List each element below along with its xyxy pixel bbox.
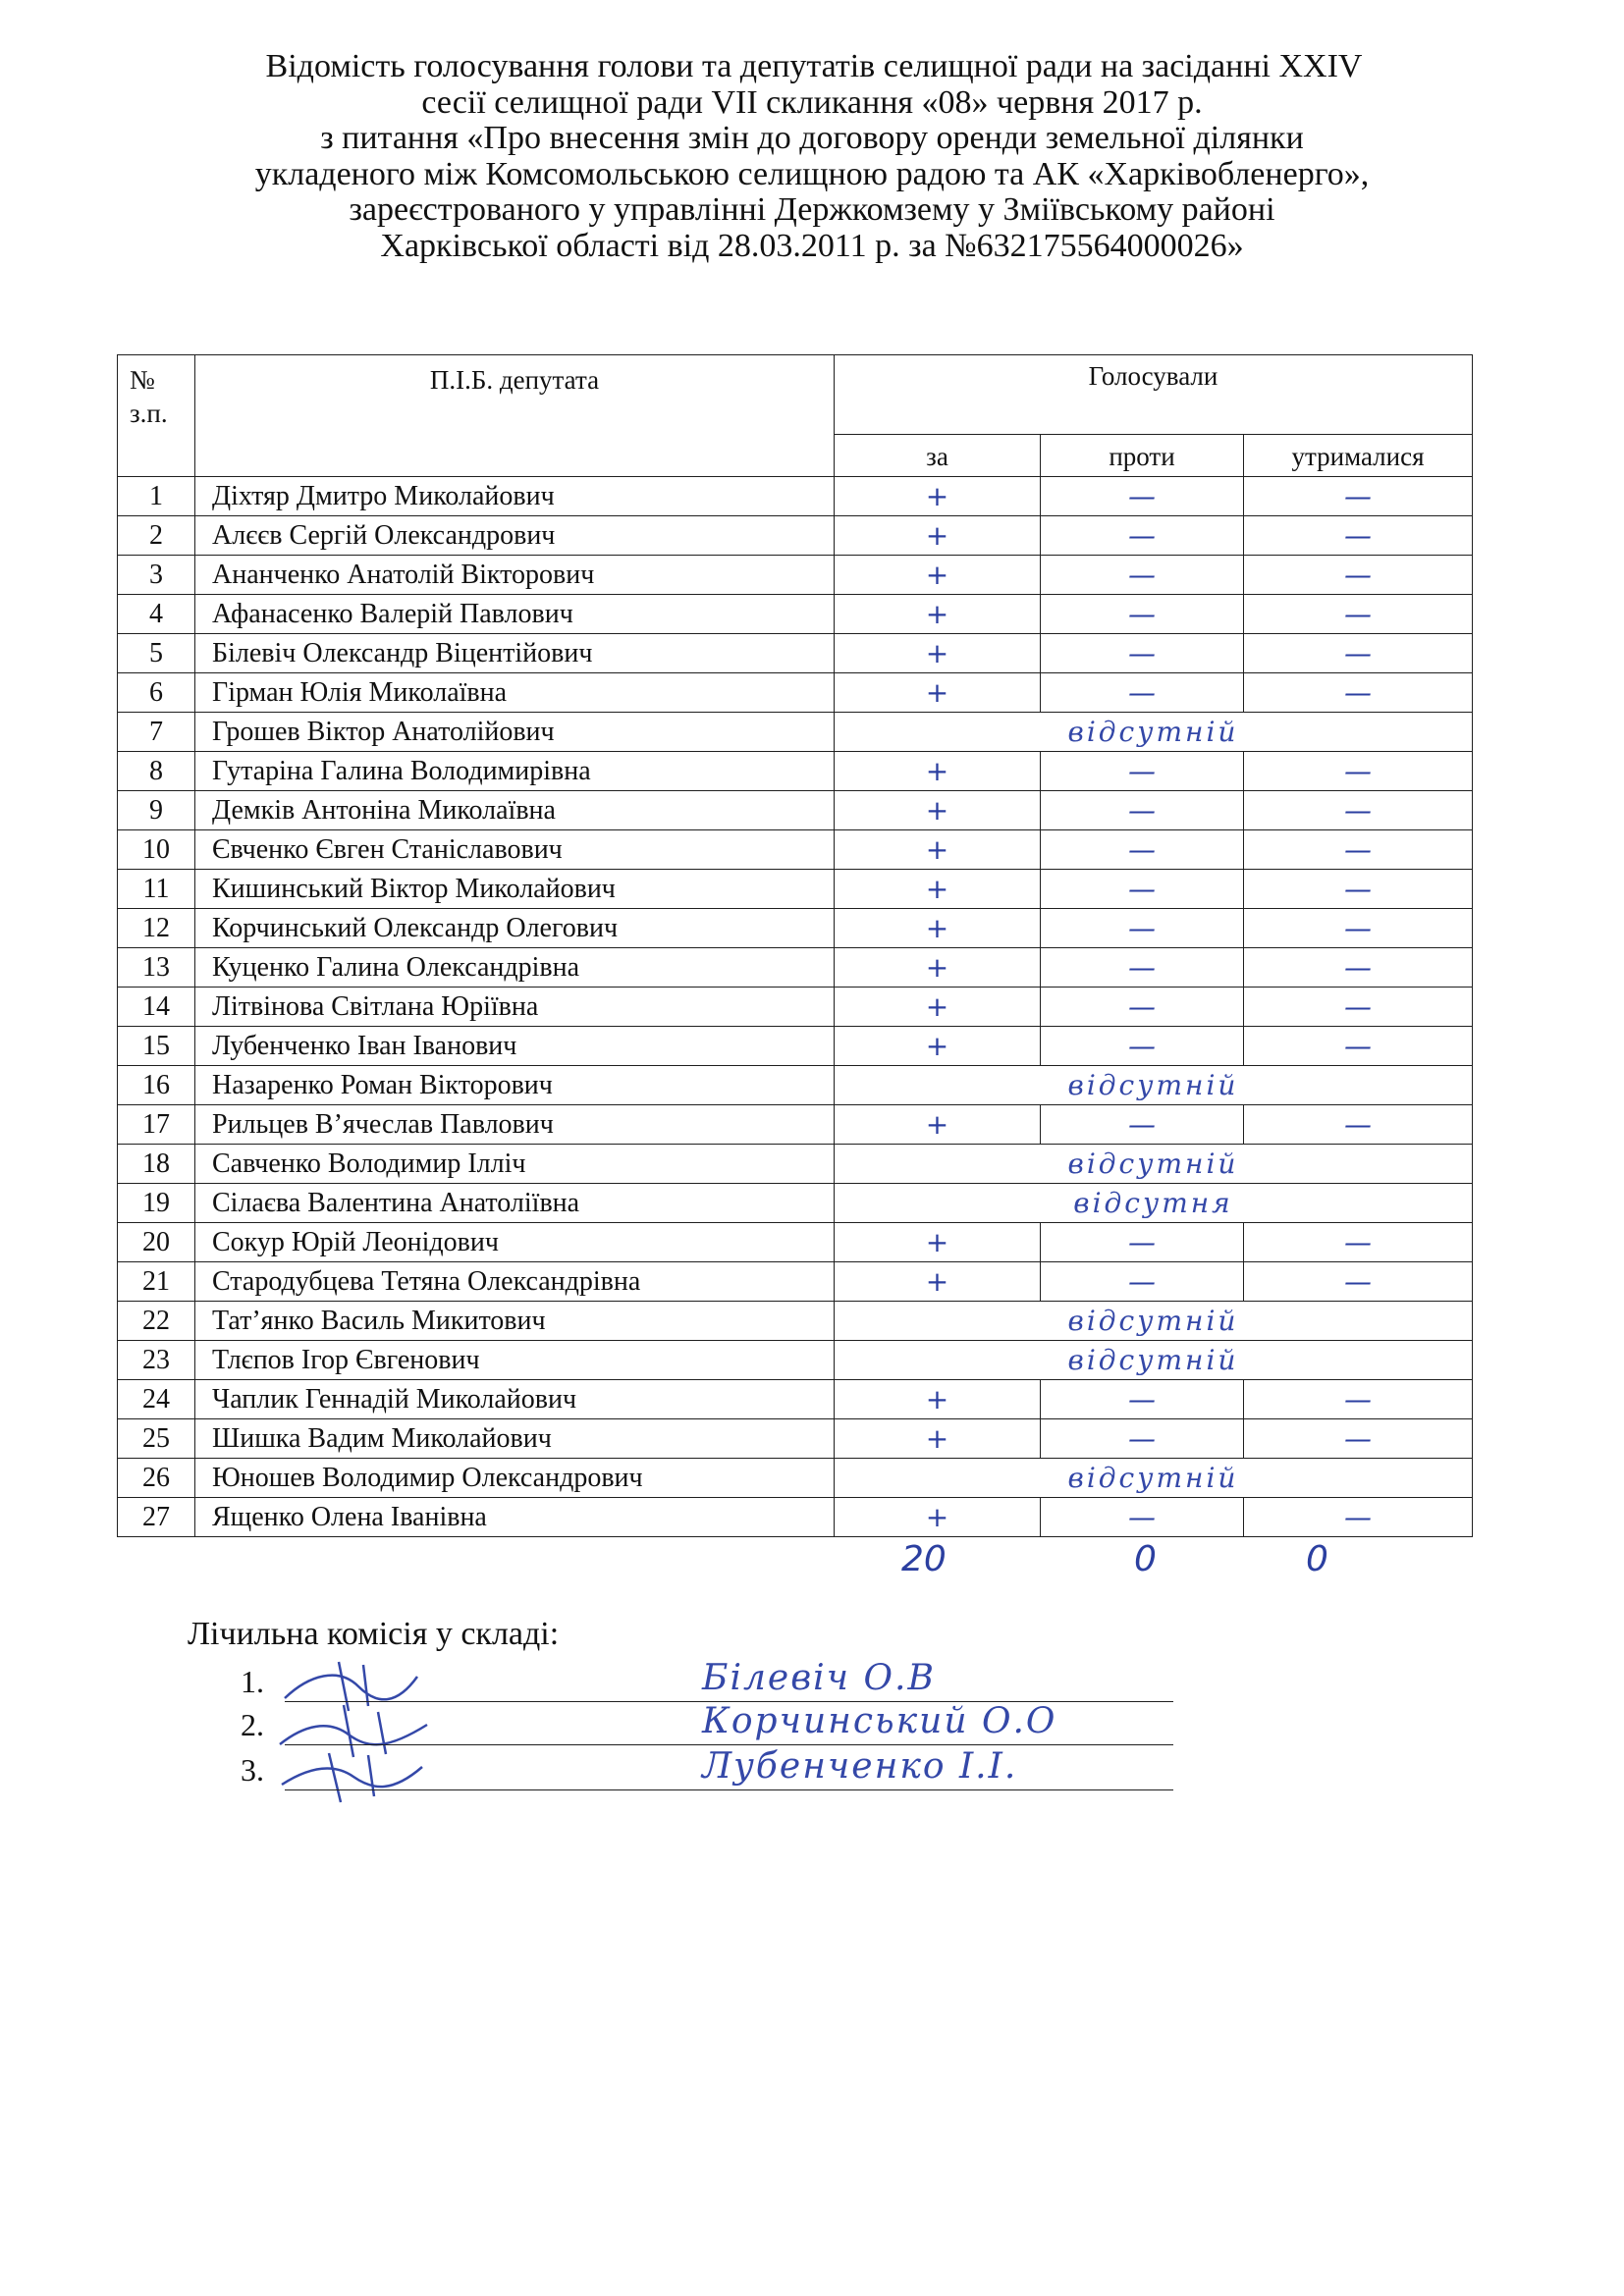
table-row — [118, 1145, 1473, 1184]
heading-line: Відомість голосування голови та депутатів селищної ради на засіданні XXIV — [265, 48, 1363, 84]
vote-against-mark: — — [1041, 516, 1244, 556]
row-number: 11 — [118, 870, 195, 909]
deputy-name: Алєєв Сергій Олександрович — [195, 516, 835, 556]
absent-note: відсутній — [835, 1459, 1473, 1498]
table-row — [118, 1184, 1473, 1223]
table-row — [118, 1459, 1473, 1498]
deputy-name: Сілаєва Валентина Анатоліївна — [195, 1184, 835, 1223]
header-against: проти — [1041, 435, 1244, 477]
vote-against-mark: — — [1041, 1498, 1244, 1537]
row-number: 27 — [118, 1498, 195, 1537]
row-number: 7 — [118, 713, 195, 752]
row-number: 5 — [118, 634, 195, 673]
table-row — [118, 1262, 1473, 1302]
row-number: 6 — [118, 673, 195, 713]
vote-for-mark: + — [835, 516, 1041, 556]
table-row — [118, 752, 1473, 791]
vote-against-mark: — — [1041, 634, 1244, 673]
vote-against-mark: — — [1041, 556, 1244, 595]
deputy-name: Євченко Євген Станіславович — [195, 830, 835, 870]
vote-against-mark: — — [1041, 1262, 1244, 1302]
deputy-name: Корчинський Олександр Олегович — [195, 909, 835, 948]
vote-abstained-mark: — — [1244, 673, 1473, 713]
document-heading — [0, 49, 1624, 264]
vote-for-mark: + — [835, 752, 1041, 791]
vote-abstained-mark: — — [1244, 516, 1473, 556]
deputy-name: Юношев Володимир Олександрович — [195, 1459, 835, 1498]
table-row — [118, 1498, 1473, 1537]
vote-against-mark: — — [1041, 1223, 1244, 1262]
row-number: 14 — [118, 988, 195, 1027]
vote-abstained-mark: — — [1244, 1223, 1473, 1262]
table-row — [118, 870, 1473, 909]
table-row — [118, 988, 1473, 1027]
vote-for-mark: + — [835, 1105, 1041, 1145]
vote-abstained-mark: — — [1244, 595, 1473, 634]
row-number: 3 — [118, 556, 195, 595]
commission-signature-row — [241, 1658, 1173, 1702]
vote-for-mark: + — [835, 909, 1041, 948]
table-row — [118, 1302, 1473, 1341]
vote-abstained-mark: — — [1244, 830, 1473, 870]
row-number: 2 — [118, 516, 195, 556]
deputy-name: Демків Антоніна Миколаївна — [195, 791, 835, 830]
absent-note: відсутня — [835, 1184, 1473, 1223]
absent-note: відсутній — [835, 1302, 1473, 1341]
row-number: 1 — [118, 477, 195, 516]
row-number: 8 — [118, 752, 195, 791]
row-number: 25 — [118, 1419, 195, 1459]
deputy-name: Тлєпов Ігор Євгенович — [195, 1341, 835, 1380]
vote-against-mark: — — [1041, 1419, 1244, 1459]
table-row — [118, 1380, 1473, 1419]
row-number: 4 — [118, 595, 195, 634]
header-for: за — [835, 435, 1041, 477]
row-number: 22 — [118, 1302, 195, 1341]
vote-against-mark: — — [1041, 595, 1244, 634]
vote-for-mark: + — [835, 1262, 1041, 1302]
deputy-name: Лубенченко Іван Іванович — [195, 1027, 835, 1066]
table-row — [118, 1027, 1473, 1066]
row-number: 19 — [118, 1184, 195, 1223]
header-deputy-name: П.І.Б. депутата — [195, 355, 835, 477]
signature-line — [285, 1789, 1173, 1790]
vote-for-mark: + — [835, 830, 1041, 870]
table-row — [118, 1105, 1473, 1145]
deputy-name: Літвінова Світлана Юріївна — [195, 988, 835, 1027]
vote-against-mark: — — [1041, 791, 1244, 830]
row-number: 21 — [118, 1262, 195, 1302]
table-row — [118, 909, 1473, 948]
vote-for-mark: + — [835, 1380, 1041, 1419]
vote-for-mark: + — [835, 791, 1041, 830]
table-row — [118, 1341, 1473, 1380]
commission-signature-row — [241, 1746, 1173, 1790]
header-voted: Голосували — [835, 355, 1473, 435]
deputy-name: Діхтяр Дмитро Миколайович — [195, 477, 835, 516]
heading-line: укладеного між Комсомольською селищною радою та АК «Харківобленерго», — [254, 155, 1370, 192]
table-row — [118, 948, 1473, 988]
vote-for-mark: + — [835, 634, 1041, 673]
deputy-name: Куценко Галина Олександрівна — [195, 948, 835, 988]
vote-for-mark: + — [835, 673, 1041, 713]
row-number: 26 — [118, 1459, 195, 1498]
absent-note: відсутній — [835, 1145, 1473, 1184]
vote-against-mark: — — [1041, 830, 1244, 870]
table-row — [118, 556, 1473, 595]
vote-against-mark: — — [1041, 673, 1244, 713]
absent-note: відсутній — [835, 1066, 1473, 1105]
counting-commission-label: Лічильна комісія у складі: — [188, 1616, 560, 1652]
vote-for-mark: + — [835, 1027, 1041, 1066]
vote-abstained-mark: — — [1244, 477, 1473, 516]
vote-for-mark: + — [835, 1223, 1041, 1262]
commission-member-name: Лубенченко І.І. — [702, 1746, 1018, 1787]
deputy-name: Ященко Олена Іванівна — [195, 1498, 835, 1537]
header-abstained: утрималися — [1244, 435, 1473, 477]
commission-member-name: Білевіч О.В — [702, 1658, 936, 1698]
deputy-name: Савченко Володимир Ілліч — [195, 1145, 835, 1184]
vote-abstained-mark: — — [1244, 752, 1473, 791]
row-number: 18 — [118, 1145, 195, 1184]
signature-scribble-icon — [270, 1745, 447, 1804]
deputy-name: Рильцев В’ячеслав Павлович — [195, 1105, 835, 1145]
vote-abstained-mark: — — [1244, 948, 1473, 988]
vote-abstained-mark: — — [1244, 1262, 1473, 1302]
commission-signature-row — [241, 1701, 1173, 1745]
vote-for-mark: + — [835, 1498, 1041, 1537]
header-number: № з.п. — [118, 355, 195, 477]
vote-abstained-mark: — — [1244, 870, 1473, 909]
deputy-name: Сокур Юрій Леонідович — [195, 1223, 835, 1262]
deputy-name: Грошев Віктор Анатолійович — [195, 713, 835, 752]
row-number: 12 — [118, 909, 195, 948]
table-row — [118, 516, 1473, 556]
vote-against-mark: — — [1041, 752, 1244, 791]
table-row — [118, 673, 1473, 713]
vote-for-mark: + — [835, 1419, 1041, 1459]
deputy-name: Гірман Юлія Миколаївна — [195, 673, 835, 713]
row-number: 10 — [118, 830, 195, 870]
table-row — [118, 595, 1473, 634]
vote-abstained-mark: — — [1244, 791, 1473, 830]
voting-table — [117, 354, 1473, 1537]
row-number: 17 — [118, 1105, 195, 1145]
vote-abstained-mark: — — [1244, 1380, 1473, 1419]
vote-against-mark: — — [1041, 909, 1244, 948]
table-row — [118, 634, 1473, 673]
row-number: 9 — [118, 791, 195, 830]
vote-against-mark: — — [1041, 1027, 1244, 1066]
row-number: 15 — [118, 1027, 195, 1066]
heading-line: зареєстрованого у управлінні Держкомзему у Зміївському районі — [349, 191, 1275, 228]
vote-abstained-mark: — — [1244, 988, 1473, 1027]
row-number: 20 — [118, 1223, 195, 1262]
signature-index: 1. — [241, 1664, 264, 1699]
vote-for-mark: + — [835, 948, 1041, 988]
vote-abstained-mark: — — [1244, 556, 1473, 595]
deputy-name: Ананченко Анатолій Вікторович — [195, 556, 835, 595]
table-row — [118, 477, 1473, 516]
absent-note: відсутній — [835, 713, 1473, 752]
vote-for-mark: + — [835, 477, 1041, 516]
vote-abstained-mark: — — [1244, 909, 1473, 948]
vote-abstained-mark: — — [1244, 1027, 1473, 1066]
deputy-name: Афанасенко Валерій Павлович — [195, 595, 835, 634]
vote-against-mark: — — [1041, 948, 1244, 988]
signature-index: 3. — [241, 1752, 264, 1788]
vote-for-mark: + — [835, 988, 1041, 1027]
vote-against-mark: — — [1041, 1105, 1244, 1145]
deputy-name: Кишинський Віктор Миколайович — [195, 870, 835, 909]
table-row — [118, 1419, 1473, 1459]
deputy-name: Стародубцева Тетяна Олександрівна — [195, 1262, 835, 1302]
table-row — [118, 791, 1473, 830]
heading-line: сесії селищної ради VII скликання «08» червня 2017 р. — [421, 83, 1203, 121]
vote-for-mark: + — [835, 870, 1041, 909]
voting-table-body — [118, 477, 1473, 1537]
table-row — [118, 830, 1473, 870]
deputy-name: Назаренко Роман Вікторович — [195, 1066, 835, 1105]
deputy-name: Шишка Вадим Миколайович — [195, 1419, 835, 1459]
table-row — [118, 1066, 1473, 1105]
row-number: 16 — [118, 1066, 195, 1105]
deputy-name: Білевіч Олександр Віцентійович — [195, 634, 835, 673]
vote-abstained-mark: — — [1244, 1419, 1473, 1459]
vote-against-mark: — — [1041, 477, 1244, 516]
vote-against-mark: — — [1041, 1380, 1244, 1419]
table-row — [118, 1223, 1473, 1262]
row-number: 13 — [118, 948, 195, 988]
vote-for-mark: + — [835, 595, 1041, 634]
total-against: 0 — [1134, 1539, 1157, 1579]
commission-member-name: Корчинський О.О — [702, 1701, 1057, 1741]
vote-abstained-mark: — — [1244, 1498, 1473, 1537]
row-number: 24 — [118, 1380, 195, 1419]
total-abstained: 0 — [1306, 1539, 1328, 1579]
row-number: 23 — [118, 1341, 195, 1380]
absent-note: відсутній — [835, 1341, 1473, 1380]
vote-against-mark: — — [1041, 870, 1244, 909]
vote-abstained-mark: — — [1244, 634, 1473, 673]
deputy-name: Тат’янко Василь Микитович — [195, 1302, 835, 1341]
vote-against-mark: — — [1041, 988, 1244, 1027]
total-for: 20 — [901, 1539, 947, 1579]
deputy-name: Чаплик Геннадій Миколайович — [195, 1380, 835, 1419]
table-row — [118, 713, 1473, 752]
heading-line: з питання «Про внесення змін до договору оренди земельної ділянки — [320, 120, 1304, 156]
vote-abstained-mark: — — [1244, 1105, 1473, 1145]
heading-line: Харківської області від 28.03.2011 р. за №632175564000026» — [380, 227, 1244, 264]
deputy-name: Гутаріна Галина Володимирівна — [195, 752, 835, 791]
signature-index: 2. — [241, 1707, 264, 1742]
vote-for-mark: + — [835, 556, 1041, 595]
